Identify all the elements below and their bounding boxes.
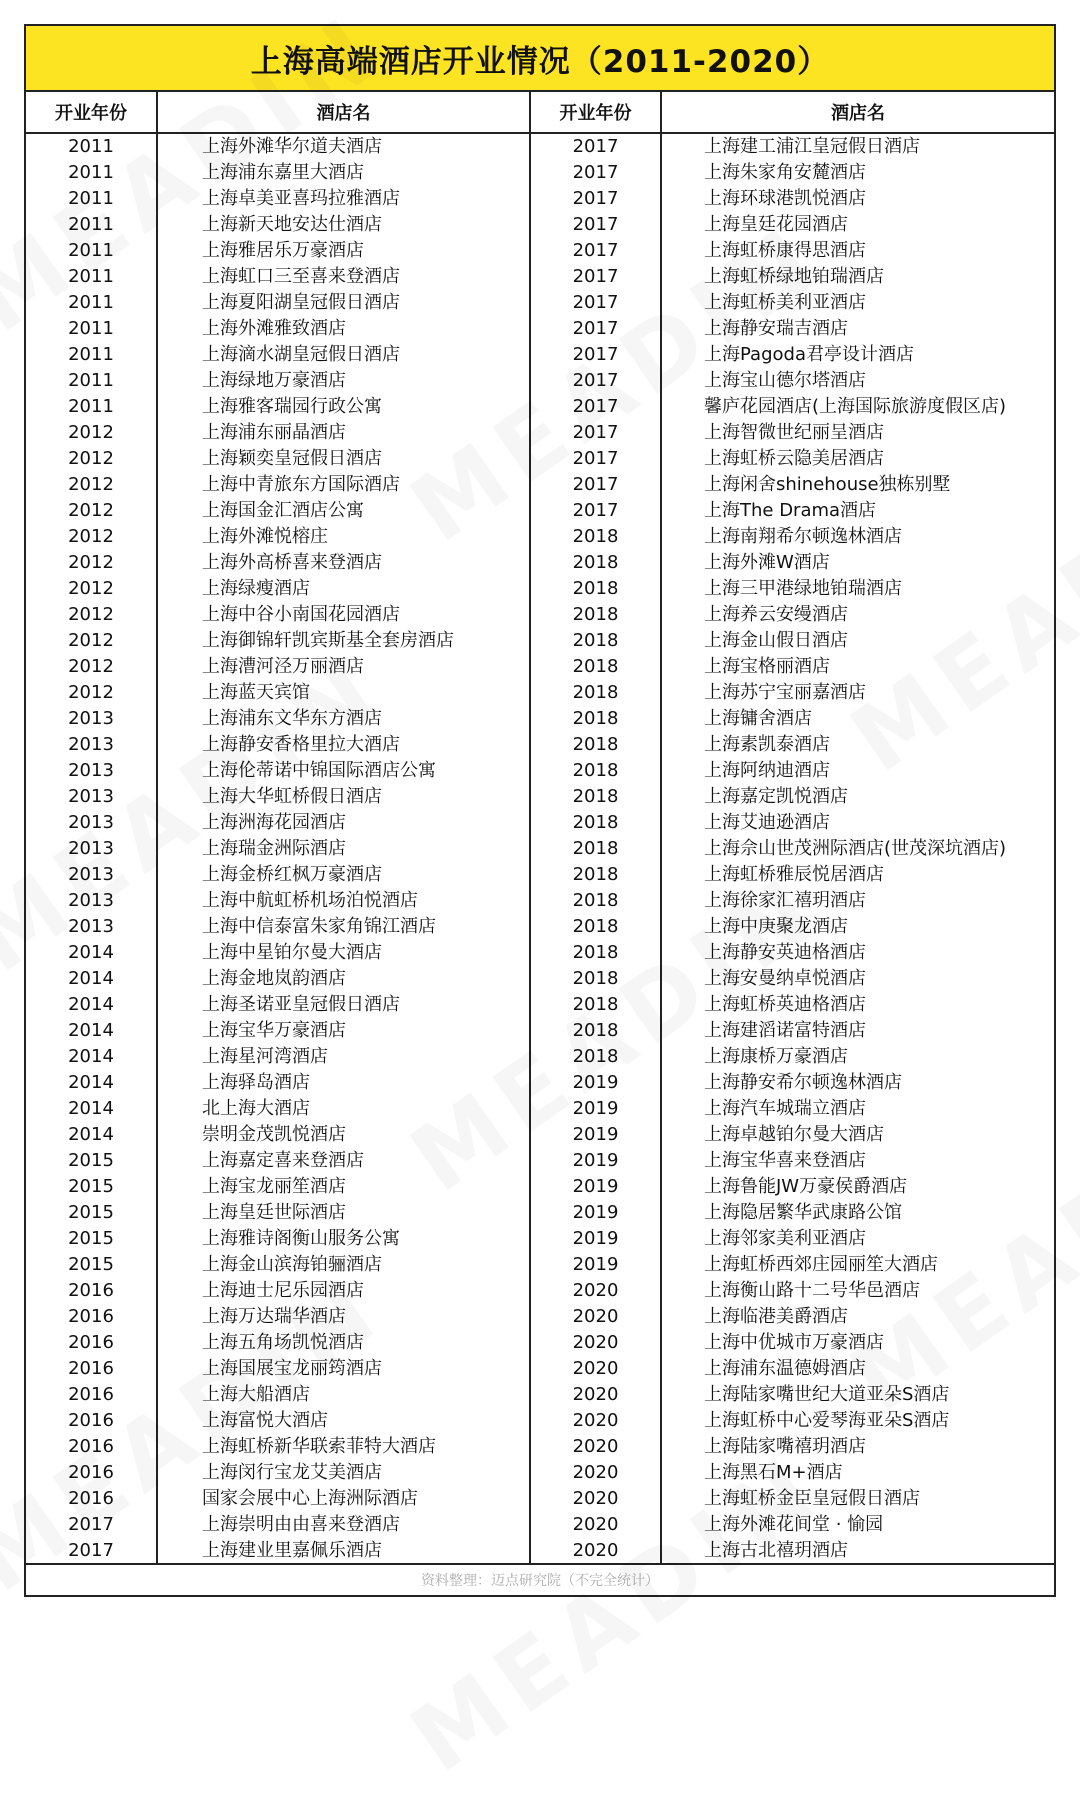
hotel-right-cell: 上海建滔诺富特酒店 [704,1020,866,1041]
hotel-right-cell: 上海康桥万豪酒店 [704,1046,848,1067]
year-right-cell: 2017 [530,264,661,290]
hotel-right-cell: 上海南翔希尔顿逸林酒店 [704,526,902,547]
table-row [26,602,1054,628]
year-right-cell: 2017 [530,394,661,420]
table-row [26,368,1054,394]
year-right-cell: 2019 [530,1096,661,1122]
hotel-left-cell: 上海中信泰富朱家角锦江酒店 [157,914,530,940]
year-right-cell: 2018 [530,524,661,550]
table-row [26,446,1054,472]
hotel-right-cell: 上海佘山世茂洲际酒店(世茂深坑酒店) [704,838,1007,859]
year-right-cell: 2018 [530,654,661,680]
year-left-cell: 2011 [26,290,157,316]
hotel-left-cell: 上海滴水湖皇冠假日酒店 [157,342,530,368]
hotel-right-cell: 上海宝格丽酒店 [704,656,830,677]
year-left-cell: 2011 [26,316,157,342]
year-right-cell: 2020 [530,1356,661,1382]
hotel-right-cell: 上海虹桥雅辰悦居酒店 [704,864,884,885]
hotel-table [26,92,1054,1564]
year-left-cell: 2015 [26,1200,157,1226]
year-left-cell: 2012 [26,680,157,706]
hotel-right-cell: 上海素凯泰酒店 [704,734,830,755]
table-row [26,394,1054,420]
year-right-cell: 2018 [530,732,661,758]
hotel-right-cell: 上海静安英迪格酒店 [704,942,866,963]
year-right-cell: 2018 [530,758,661,784]
year-right-cell: 2018 [530,550,661,576]
hotel-right-cell: 上海徐家汇禧玥酒店 [704,890,866,911]
hotel-right-cell: 上海陆家嘴禧玥酒店 [704,1436,866,1457]
hotel-table-sheet [24,24,1056,1597]
year-right-cell: 2017 [530,160,661,186]
hotel-left-cell: 上海建业里嘉佩乐酒店 [157,1538,530,1564]
year-right-cell: 2017 [530,316,661,342]
table-row [26,550,1054,576]
hotel-left-cell: 上海宝华万豪酒店 [157,1018,530,1044]
year-right-cell: 2018 [530,836,661,862]
table-row [26,1330,1054,1356]
hotel-right-cell: 上海闲舍shinehouse独栋别墅 [704,474,951,495]
hotel-right-cell: 馨庐花园酒店(上海国际旅游度假区店) [704,396,1007,417]
year-right-cell: 2020 [530,1512,661,1538]
table-row [26,1070,1054,1096]
hotel-right-cell: 上海外滩花间堂 · 愉园 [704,1514,884,1535]
year-right-cell: 2017 [530,342,661,368]
table-row [26,1174,1054,1200]
hotel-right-cell: 上海安曼纳卓悦酒店 [704,968,866,989]
year-left-cell: 2014 [26,1044,157,1070]
hotel-left-cell: 上海卓美亚喜玛拉雅酒店 [157,186,530,212]
hotel-right-cell: 上海养云安缦酒店 [704,604,848,625]
year-right-cell: 2019 [530,1226,661,1252]
hotel-left-cell: 上海浦东文华东方酒店 [157,706,530,732]
table-row [26,1356,1054,1382]
hotel-right-cell: 上海The Drama酒店 [704,500,877,521]
year-left-cell: 2011 [26,186,157,212]
table-row [26,940,1054,966]
table-row [26,160,1054,186]
hotel-left-cell: 上海虹桥新华联索菲特大酒店 [157,1434,530,1460]
year-left-cell: 2016 [26,1278,157,1304]
hotel-right-cell: 上海卓越铂尔曼大酒店 [704,1124,884,1145]
year-right-cell: 2019 [530,1252,661,1278]
hotel-left-cell: 上海浦东丽晶酒店 [157,420,530,446]
table-row [26,1304,1054,1330]
year-right-cell: 2018 [530,1018,661,1044]
year-left-cell: 2016 [26,1460,157,1486]
hotel-right-cell: 上海静安希尔顿逸林酒店 [704,1072,902,1093]
table-row [26,784,1054,810]
year-left-cell: 2016 [26,1382,157,1408]
table-row [26,1408,1054,1434]
year-left-cell: 2011 [26,238,157,264]
year-left-cell: 2011 [26,133,157,160]
year-left-cell: 2013 [26,810,157,836]
hotel-left-cell: 上海中星铂尔曼大酒店 [157,940,530,966]
year-right-cell: 2018 [530,966,661,992]
hotel-right-cell: 上海皇廷花园酒店 [704,214,848,235]
header-hotel-left: 酒店名 [157,92,530,133]
year-left-cell: 2017 [26,1538,157,1564]
hotel-right-cell: 上海嘉定凯悦酒店 [704,786,848,807]
header-hotel-right: 酒店名 [661,92,1054,133]
year-left-cell: 2014 [26,966,157,992]
hotel-right-cell: 上海宝华喜来登酒店 [704,1150,866,1171]
year-left-cell: 2016 [26,1356,157,1382]
year-left-cell: 2013 [26,888,157,914]
year-right-cell: 2017 [530,186,661,212]
year-right-cell: 2018 [530,706,661,732]
hotel-left-cell: 上海闵行宝龙艾美酒店 [157,1460,530,1486]
year-left-cell: 2012 [26,524,157,550]
year-left-cell: 2015 [26,1148,157,1174]
hotel-left-cell: 上海新天地安达仕酒店 [157,212,530,238]
hotel-left-cell: 上海洲海花园酒店 [157,810,530,836]
year-right-cell: 2019 [530,1070,661,1096]
hotel-left-cell: 上海金桥红枫万豪酒店 [157,862,530,888]
hotel-left-cell: 上海星河湾酒店 [157,1044,530,1070]
hotel-left-cell: 上海瑞金洲际酒店 [157,836,530,862]
table-header-row [26,92,1054,133]
hotel-right-cell: 上海隐居繁华武康路公馆 [704,1202,902,1223]
hotel-right-cell: 上海陆家嘴世纪大道亚朵S酒店 [704,1384,950,1405]
hotel-right-cell: 上海虹桥康得思酒店 [704,240,866,261]
hotel-left-cell: 上海圣诺亚皇冠假日酒店 [157,992,530,1018]
year-left-cell: 2011 [26,212,157,238]
hotel-left-cell: 上海外滩悦榕庄 [157,524,530,550]
year-left-cell: 2014 [26,1096,157,1122]
hotel-right-cell: 上海三甲港绿地铂瑞酒店 [704,578,902,599]
hotel-right-cell: 上海衡山路十二号华邑酒店 [704,1280,920,1301]
hotel-left-cell: 上海雅居乐万豪酒店 [157,238,530,264]
hotel-right-cell: 上海Pagoda君亭设计酒店 [704,344,914,365]
hotel-right-cell: 上海中庚聚龙酒店 [704,916,848,937]
hotel-right-cell: 上海镛舍酒店 [704,708,812,729]
year-left-cell: 2014 [26,940,157,966]
year-right-cell: 2018 [530,940,661,966]
table-row [26,1122,1054,1148]
year-right-cell: 2018 [530,1044,661,1070]
year-left-cell: 2016 [26,1486,157,1512]
year-right-cell: 2017 [530,472,661,498]
year-right-cell: 2017 [530,368,661,394]
header-year-left: 开业年份 [26,92,157,133]
table-row [26,810,1054,836]
year-left-cell: 2012 [26,420,157,446]
year-right-cell: 2018 [530,602,661,628]
year-left-cell: 2014 [26,1018,157,1044]
table-row [26,1200,1054,1226]
hotel-right-cell: 上海古北禧玥酒店 [704,1540,848,1561]
table-row [26,836,1054,862]
hotel-right-cell: 上海虹桥英迪格酒店 [704,994,866,1015]
year-left-cell: 2011 [26,394,157,420]
hotel-left-cell: 上海外高桥喜来登酒店 [157,550,530,576]
hotel-left-cell: 上海嘉定喜来登酒店 [157,1148,530,1174]
year-right-cell: 2019 [530,1174,661,1200]
table-row [26,680,1054,706]
year-left-cell: 2013 [26,706,157,732]
table-row [26,888,1054,914]
hotel-left-cell: 崇明金茂凯悦酒店 [157,1122,530,1148]
year-left-cell: 2012 [26,550,157,576]
year-right-cell: 2020 [530,1304,661,1330]
hotel-left-cell: 上海外滩华尔道夫酒店 [157,133,530,160]
hotel-right-cell: 上海黑石M+酒店 [704,1462,843,1483]
hotel-right-cell: 上海建工浦江皇冠假日酒店 [704,136,920,157]
year-right-cell: 2018 [530,576,661,602]
hotel-left-cell: 上海国展宝龙丽筠酒店 [157,1356,530,1382]
table-row [26,992,1054,1018]
year-right-cell: 2017 [530,290,661,316]
year-right-cell: 2019 [530,1122,661,1148]
table-row [26,238,1054,264]
year-left-cell: 2015 [26,1252,157,1278]
table-row [26,628,1054,654]
table-row [26,524,1054,550]
hotel-right-cell: 上海静安瑞吉酒店 [704,318,848,339]
hotel-right-cell: 上海朱家角安麓酒店 [704,162,866,183]
hotel-right-cell: 上海浦东温德姆酒店 [704,1358,866,1379]
year-left-cell: 2014 [26,992,157,1018]
year-right-cell: 2018 [530,810,661,836]
year-right-cell: 2020 [530,1278,661,1304]
year-right-cell: 2020 [530,1538,661,1564]
hotel-left-cell: 上海绿地万豪酒店 [157,368,530,394]
table-row [26,758,1054,784]
hotel-right-cell: 上海虹桥西郊庄园丽笙大酒店 [704,1254,938,1275]
year-right-cell: 2020 [530,1408,661,1434]
table-row [26,654,1054,680]
page-title: 上海高端酒店开业情况（2011-2020） [26,26,1054,92]
hotel-left-cell: 上海雅客瑞园行政公寓 [157,394,530,420]
hotel-left-cell: 国家会展中心上海洲际酒店 [157,1486,530,1512]
year-left-cell: 2013 [26,758,157,784]
hotel-right-cell: 上海阿纳迪酒店 [704,760,830,781]
hotel-left-cell: 上海夏阳湖皇冠假日酒店 [157,290,530,316]
table-row [26,316,1054,342]
year-left-cell: 2015 [26,1174,157,1200]
year-right-cell: 2018 [530,862,661,888]
hotel-left-cell: 上海大华虹桥假日酒店 [157,784,530,810]
table-row [26,732,1054,758]
hotel-left-cell: 上海漕河泾万丽酒店 [157,654,530,680]
table-row [26,1018,1054,1044]
table-row [26,212,1054,238]
year-right-cell: 2018 [530,888,661,914]
table-row [26,1486,1054,1512]
table-row [26,914,1054,940]
table-row [26,1148,1054,1174]
hotel-right-cell: 上海鲁能JW万豪侯爵酒店 [704,1176,908,1197]
year-right-cell: 2017 [530,133,661,160]
hotel-left-cell: 上海迪士尼乐园酒店 [157,1278,530,1304]
year-right-cell: 2020 [530,1486,661,1512]
hotel-left-cell: 上海万达瑞华酒店 [157,1304,530,1330]
table-row [26,290,1054,316]
table-row [26,966,1054,992]
hotel-left-cell: 上海金山滨海铂骊酒店 [157,1252,530,1278]
table-row [26,472,1054,498]
hotel-right-cell: 上海虹桥美利亚酒店 [704,292,866,313]
year-left-cell: 2013 [26,836,157,862]
table-row [26,264,1054,290]
year-left-cell: 2016 [26,1434,157,1460]
table-row [26,1434,1054,1460]
year-right-cell: 2019 [530,1200,661,1226]
year-right-cell: 2017 [530,498,661,524]
year-right-cell: 2018 [530,628,661,654]
table-row [26,1226,1054,1252]
year-right-cell: 2020 [530,1460,661,1486]
hotel-left-cell: 上海大船酒店 [157,1382,530,1408]
hotel-left-cell: 上海富悦大酒店 [157,1408,530,1434]
hotel-left-cell: 上海浦东嘉里大酒店 [157,160,530,186]
year-left-cell: 2016 [26,1304,157,1330]
year-left-cell: 2012 [26,498,157,524]
year-right-cell: 2017 [530,420,661,446]
year-right-cell: 2018 [530,680,661,706]
hotel-left-cell: 上海崇明由由喜来登酒店 [157,1512,530,1538]
table-row [26,498,1054,524]
table-row [26,1096,1054,1122]
hotel-left-cell: 上海中谷小南国花园酒店 [157,602,530,628]
year-left-cell: 2012 [26,602,157,628]
year-right-cell: 2018 [530,914,661,940]
hotel-left-cell: 上海蓝天宾馆 [157,680,530,706]
hotel-left-cell: 上海国金汇酒店公寓 [157,498,530,524]
hotel-left-cell: 上海驿岛酒店 [157,1070,530,1096]
hotel-right-cell: 上海艾迪逊酒店 [704,812,830,833]
hotel-left-cell: 北上海大酒店 [157,1096,530,1122]
table-row [26,420,1054,446]
year-right-cell: 2018 [530,784,661,810]
year-left-cell: 2014 [26,1070,157,1096]
header-year-right: 开业年份 [530,92,661,133]
table-row [26,706,1054,732]
hotel-right-cell: 上海苏宁宝丽嘉酒店 [704,682,866,703]
hotel-left-cell: 上海伦蒂诺中锦国际酒店公寓 [157,758,530,784]
year-left-cell: 2011 [26,160,157,186]
hotel-right-cell: 上海金山假日酒店 [704,630,848,651]
year-left-cell: 2012 [26,446,157,472]
year-left-cell: 2015 [26,1226,157,1252]
hotel-left-cell: 上海宝龙丽笙酒店 [157,1174,530,1200]
hotel-left-cell: 上海中航虹桥机场泊悦酒店 [157,888,530,914]
hotel-left-cell: 上海皇廷世际酒店 [157,1200,530,1226]
hotel-left-cell: 上海虹口三至喜来登酒店 [157,264,530,290]
year-left-cell: 2013 [26,784,157,810]
hotel-right-cell: 上海汽车城瑞立酒店 [704,1098,866,1119]
table-row [26,1252,1054,1278]
year-left-cell: 2012 [26,654,157,680]
table-row [26,1512,1054,1538]
hotel-right-cell: 上海虹桥中心爱琴海亚朵S酒店 [704,1410,950,1431]
table-row [26,1538,1054,1564]
table-body [26,133,1054,1564]
hotel-left-cell: 上海金地岚韵酒店 [157,966,530,992]
hotel-left-cell: 上海外滩雅致酒店 [157,316,530,342]
hotel-left-cell: 上海中青旅东方国际酒店 [157,472,530,498]
year-left-cell: 2011 [26,342,157,368]
hotel-right-cell: 上海邻家美利亚酒店 [704,1228,866,1249]
hotel-left-cell: 上海雅诗阁衡山服务公寓 [157,1226,530,1252]
hotel-right-cell: 上海智微世纪丽呈酒店 [704,422,884,443]
year-right-cell: 2020 [530,1382,661,1408]
year-left-cell: 2017 [26,1512,157,1538]
year-left-cell: 2012 [26,472,157,498]
year-left-cell: 2016 [26,1408,157,1434]
year-right-cell: 2017 [530,212,661,238]
hotel-left-cell: 上海绿瘦酒店 [157,576,530,602]
table-row [26,186,1054,212]
hotel-right-cell: 上海虹桥绿地铂瑞酒店 [704,266,884,287]
year-left-cell: 2012 [26,576,157,602]
year-right-cell: 2019 [530,1148,661,1174]
year-left-cell: 2014 [26,1122,157,1148]
hotel-right-cell: 上海外滩W酒店 [704,552,830,573]
table-row [26,1278,1054,1304]
hotel-left-cell: 上海御锦轩凯宾斯基全套房酒店 [157,628,530,654]
hotel-left-cell: 上海五角场凯悦酒店 [157,1330,530,1356]
year-right-cell: 2020 [530,1330,661,1356]
year-right-cell: 2018 [530,992,661,1018]
source-note: 资料整理：迈点研究院（不完全统计） [26,1563,1054,1595]
hotel-right-cell: 上海虹桥云隐美居酒店 [704,448,884,469]
table-row [26,1044,1054,1070]
table-row [26,1382,1054,1408]
year-right-cell: 2020 [530,1434,661,1460]
year-left-cell: 2013 [26,732,157,758]
year-left-cell: 2012 [26,628,157,654]
hotel-right-cell: 上海环球港凯悦酒店 [704,188,866,209]
year-right-cell: 2017 [530,446,661,472]
year-left-cell: 2013 [26,914,157,940]
table-row [26,1460,1054,1486]
hotel-right-cell: 上海宝山德尔塔酒店 [704,370,866,391]
hotel-left-cell: 上海颖奕皇冠假日酒店 [157,446,530,472]
hotel-right-cell: 上海中优城市万豪酒店 [704,1332,884,1353]
hotel-right-cell: 上海虹桥金臣皇冠假日酒店 [704,1488,920,1509]
year-left-cell: 2011 [26,368,157,394]
table-row [26,576,1054,602]
table-row [26,342,1054,368]
hotel-right-cell: 上海临港美爵酒店 [704,1306,848,1327]
table-row [26,862,1054,888]
hotel-left-cell: 上海静安香格里拉大酒店 [157,732,530,758]
year-left-cell: 2013 [26,862,157,888]
year-left-cell: 2011 [26,264,157,290]
table-row [26,133,1054,160]
year-left-cell: 2016 [26,1330,157,1356]
year-right-cell: 2017 [530,238,661,264]
